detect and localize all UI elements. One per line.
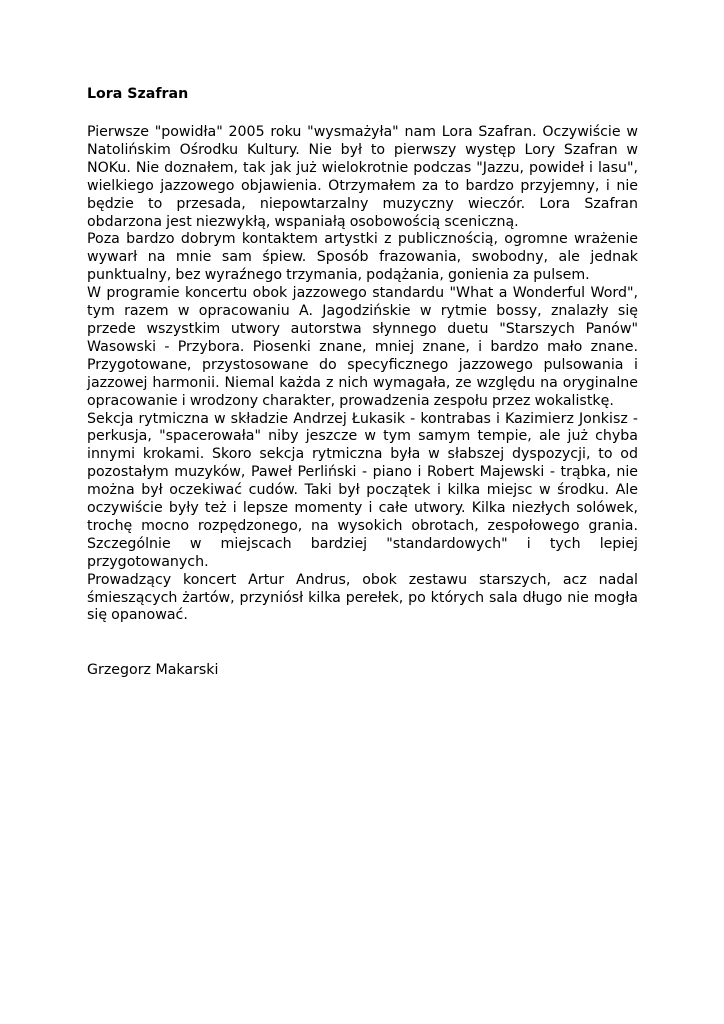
paragraph: Pierwsze "powidła" 2005 roku "wysmażyła" nam Lora Szafran. Oczywiście w Natolińskim Ośrodku Kultury. Nie był to pierwszy występ Lory Szafran w NOKu. Nie doznałem, tak jak już wielokrotnie podczas "Jazzu, powideł i lasu", wielkiego jazzowego objawienia. Otrzymałem za to bardzo przyjemny, i nie będzie to przesada, niepowtarzalny muzyczny wieczór. Lora Szafran obdarzona jest niezwykłą, wspaniałą osobowością sceniczną. [87,124,638,230]
paragraph: Prowadzący koncert Artur Andrus, obok zestawu starszych, acz nadal śmieszących żartów, przyniósł kilka perełek, po których sala długo nie mogła się opanować. [87,571,638,624]
paragraph: Poza bardzo dobrym kontaktem artystki z publicznością, ogromne wrażenie wywarł na mnie sam śpiew. Sposób frazowania, swobodny, ale jednak punktualny, bez wyraźnego trzymania, podążania, gonienia za pulsem. [87,231,638,284]
article-body [87,124,638,625]
paragraph: Sekcja rytmiczna w składzie Andrzej Łukasik - kontrabas i Kazimierz Jonkisz - perkusja, "spacerowała" niby jeszcze w tym samym tempie, ale już chyba innymi krokami. Skoro sekcja rytmiczna była w słabszej dyspozycji, to od pozostałym muzyków, Paweł Perliński - piano i Robert Majewski - trąbka, nie można był oczekiwać cudów. Taki był początek i kilka miejsc w środku. Ale oczywiście były też i lepsze momenty i całe utwory. Kilka niezłych solówek, trochę mocno rozpędzonego, na wysokich obrotach, zespołowego grania. Szczególnie w miejscach bardziej "standardowych" i tych lepiej przygotowanych. [87,410,638,570]
document-page [87,84,638,679]
author-name: Grzegorz Makarski [87,662,219,679]
paragraph: W programie koncertu obok jazzowego standardu "What a Wonderful Word", tym razem w opracowaniu A. Jagodzińskie w rytmie bossy, znalazły się przede wszystkim utwory autorstwa słynnego duetu "Starszych Panów" Wasowski - Przybora. Piosenki znane, mniej znane, i bardzo mało znane. Przygotowane, przystosowane do specyficznego jazzowego pulsowania i jazzowej harmonii. Niemal każda z nich wymagała, ze względu na oryginalne opracowanie i wrodzony charakter, prowadzenia zespołu przez wokalistkę. [87,285,638,409]
document-title: Lora Szafran [87,86,189,102]
